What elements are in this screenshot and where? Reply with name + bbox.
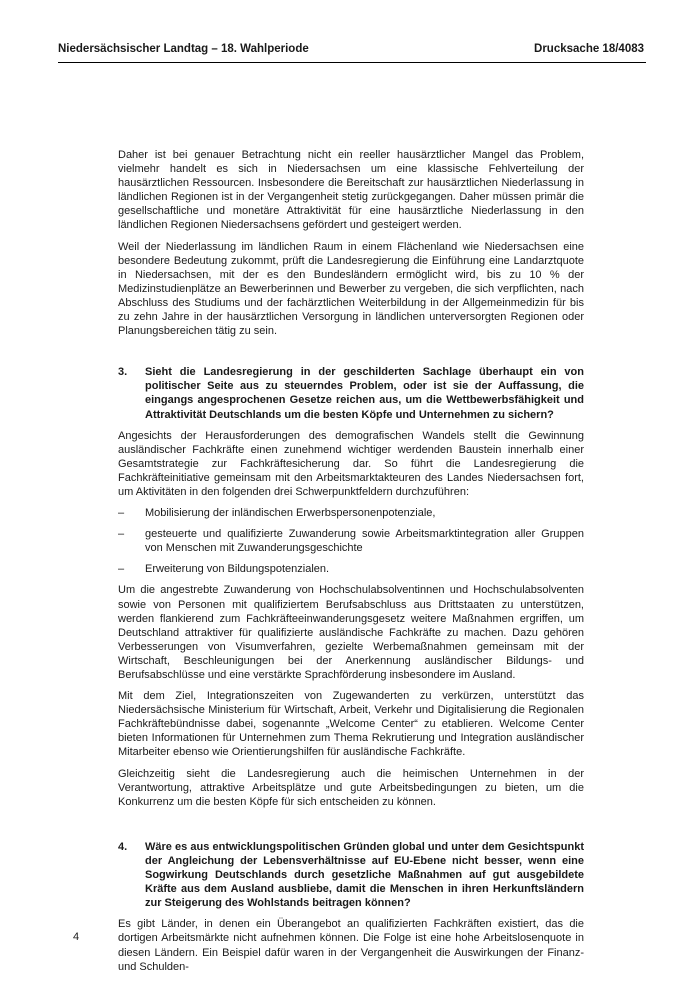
list-marker: –: [118, 563, 125, 576]
question-4-number: 4.: [118, 840, 128, 853]
list-item-text: gesteuerte und qualifizierte Zuwanderung sowie Arbeitsmarktintegration aller Gruppen von Menschen mit Zuwanderungsgeschichte: [145, 528, 584, 555]
priority-list: [118, 506, 584, 576]
question-3-text: Sieht die Landesregierung in der geschilderten Sachlage überhaupt ein von politischer Seite aus zu steuerndes Problem, oder ist sie der Auffassung, die eingangs angesprochenen Gesetze reichen aus, um die Wettbewerbsfähigkeit und Attraktivität Deutschlands um die besten Köpfe und Unternehmen zu sichern?: [145, 366, 584, 421]
answer-3-paragraph-2: Mit dem Ziel, Integrationszeiten von Zugewanderten zu verkürzen, unterstützt das Niedersächsische Ministerium für Wirtschaft, Arbeit, Verkehr und Digitalisierung die Regionalen Fachkräftebündnisse dabei, sogenannte „Welcome Center“ zu etablieren. Welcome Center bieten Informationen für Unternehmen zum Thema Rekrutierung und Integration ausländischer Mitarbeiter ebenso wie Orientierungshilfen für ausländische Fachkräfte.: [118, 690, 584, 759]
header-document-number: Drucksache 18/4083: [534, 43, 644, 55]
document-body: [118, 148, 584, 981]
page-number: 4: [73, 931, 80, 943]
list-item-text: Erweiterung von Bildungspotenzialen.: [145, 563, 330, 576]
header-parliament-title: Niedersächsischer Landtag – 18. Wahlperiode: [58, 43, 309, 55]
list-marker: –: [118, 507, 125, 520]
list-item: [118, 527, 584, 555]
answer-4-paragraph: Es gibt Länder, in denen ein Überangebot an qualifizierten Fachkräften existiert, das die dortigen Arbeitsmärkte nicht aufnehmen können. Die Folge ist eine hohe Arbeitslosenquote in diesen Ländern. Ein Beispiel dafür waren in der Vergangenheit die Auswirkungen der Finanz- und Schulden-: [118, 918, 584, 973]
answer-3-paragraph-1: Um die angestrebte Zuwanderung von Hochschulabsolventinnen und Hochschulabsolventen sowie von Personen mit qualifiziertem Berufsabschluss aus Drittstaaten zu unterstützen, werden flankierend zum Fachkräfteeinwanderungsgesetz weitere Maßnahmen ergriffen, um Deutschland attraktiver für qualifizierte ausländische Fachkräfte zu machen. Dazu gehören Verbesserungen von Visumverfahren, gezielte Werbemaßnahmen gemeinsam mit der Wirtschaft, Beschleunigungen bei der Anerkennung ausländischer Bildungs- und Berufsabschlüsse und eine verstärkte Sprachförderung insbesondere im Ausland.: [118, 584, 584, 681]
list-marker: –: [118, 528, 125, 541]
header-divider: [58, 62, 646, 63]
question-3: [118, 365, 584, 421]
answer-3-intro: Angesichts der Herausforderungen des demografischen Wandels stellt die Gewinnung ausländischer Fachkräfte einen zunehmend wichtiger werdenden Baustein innerhalb einer Gesamtstrategie zur Fachkräftesicherung dar. So führt die Landesregierung die Fachkräfteinitiative gemeinsam mit den Arbeitsmarktakteuren des Landes Niedersachsen fort, um Aktivitäten in den folgenden drei Schwerpunktfeldern durchzuführen:: [118, 429, 584, 498]
paragraph-intro-1: Daher ist bei genauer Betrachtung nicht ein reeller hausärztlicher Mangel das Problem, vielmehr handelt es sich in Niedersachsen um eine klassische Fehlverteilung der hausärztlichen Ressourcen. Insbesondere die Bereitschaft zur hausärztlichen Niederlassung in ländlichen Regionen ist in der Vergangenheit stetig zurückgegangen. Daher müssen primär die gesellschaftliche und monetäre Attraktivität für eine hausärztliche Niederlassung in den ländlichen Regionen Niedersachsens gefördert und gesteigert werden.: [118, 149, 584, 232]
list-item: [118, 562, 584, 576]
question-3-number: 3.: [118, 366, 128, 379]
paragraph-intro-2: Weil der Niederlassung im ländlichen Raum in einem Flächenland wie Niedersachsen eine besondere Bedeutung zukommt, prüft die Landesregierung die Einführung eine Landarztquote in Niedersachsen, mit der es den Bundesländern ermöglicht wird, bis zu 10 % der Medizinstudienplätze an Bewerberinnen und Bewerber zu vergeben, die sich verpflichten, nach Abschluss des Studiums und der fachärztlichen Weiterbildung in der Allgemeinmedizin für bis zu zehn Jahre in der hausärztlichen Versorgung in ländlichen unterversorgten Regionen oder Planungsbereichen tätig zu sein.: [118, 240, 584, 338]
question-4-text: Wäre es aus entwicklungspolitischen Gründen global und unter dem Gesichtspunkt der Angleichung der Lebensverhältnisse auf EU-Ebene nicht besser, wenn eine Sogwirkung Deutschlands durch gesetzliche Maßnahmen auf gut ausgebildete Kräfte aus dem Ausland ausbliebe, damit die Menschen in ihren Herkunftsländern zur Steigerung des Wohlstands beitragen können?: [145, 840, 584, 910]
answer-3-paragraph-3: Gleichzeitig sieht die Landesregierung auch die heimischen Unternehmen in der Verantwortung, attraktive Arbeitsplätze und gute Arbeitsbedingungen zu bieten, um die Konkurrenz um die besten Köpfe für sich entscheiden zu können.: [118, 767, 584, 808]
list-item: [118, 506, 584, 520]
list-item-text: Mobilisierung der inländischen Erwerbspersonenpotenziale,: [145, 507, 436, 520]
question-4: [118, 840, 584, 910]
